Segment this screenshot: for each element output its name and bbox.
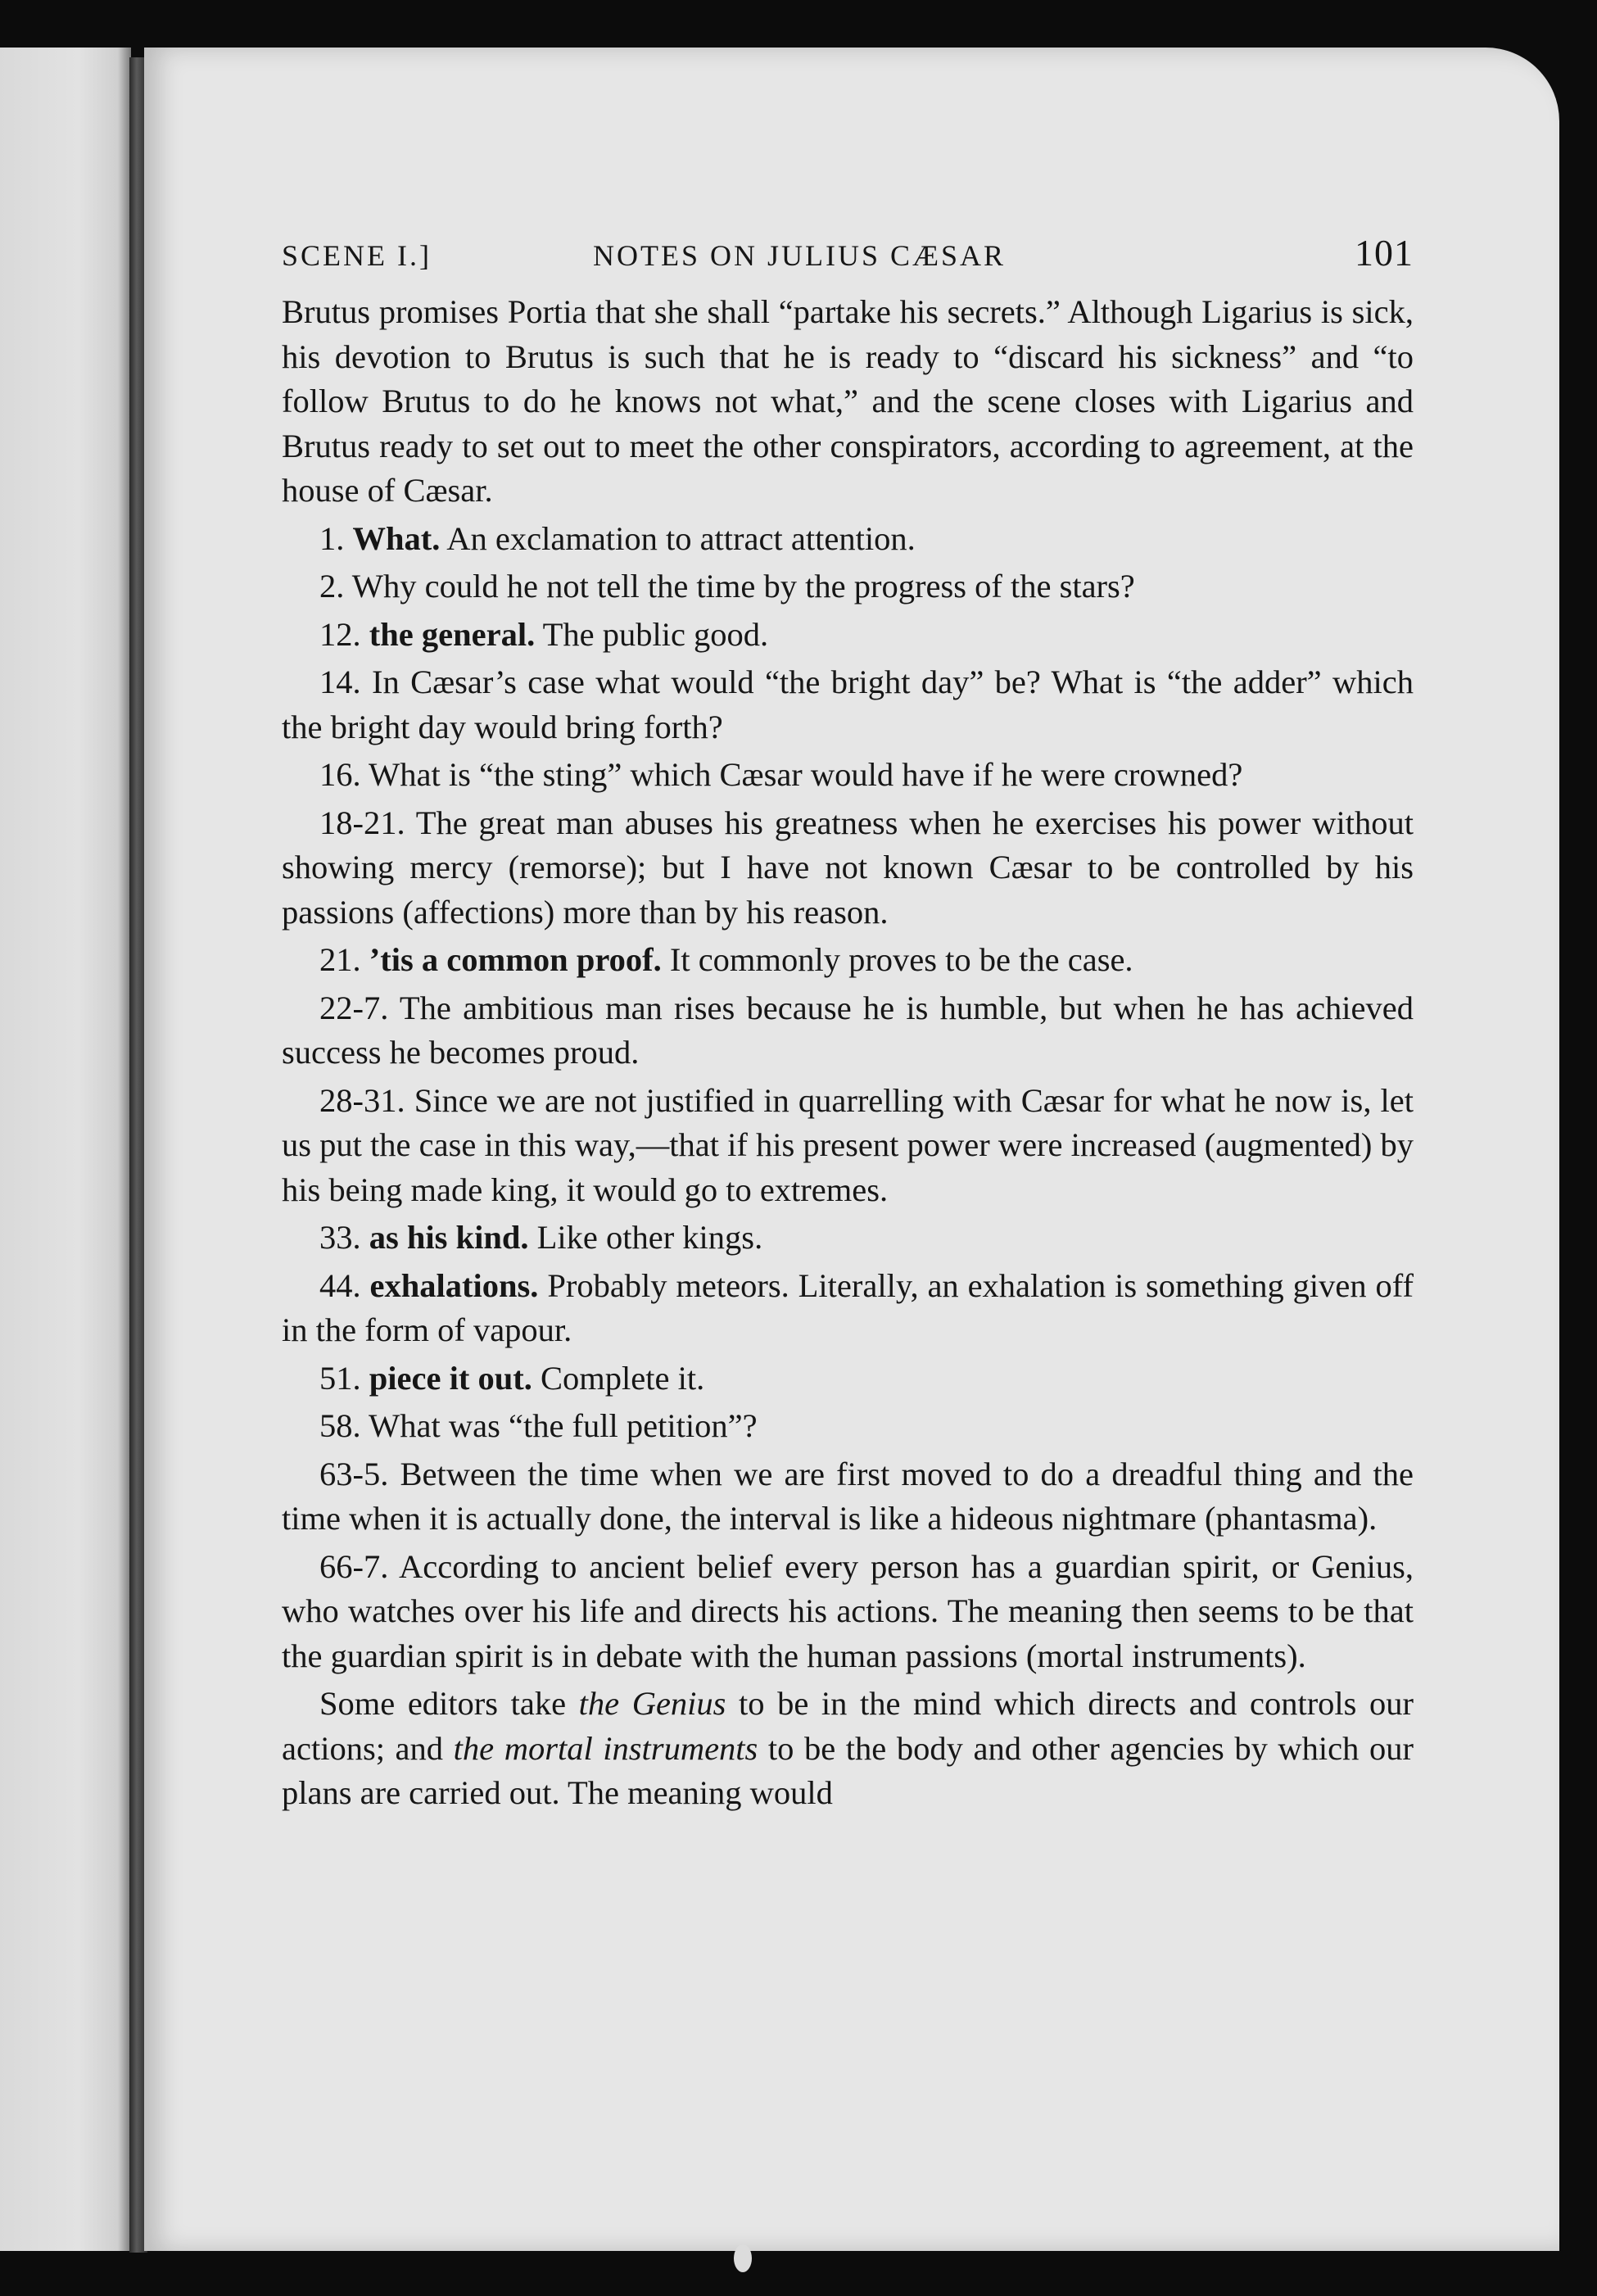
note-text: What was “the full petition”? <box>369 1407 758 1444</box>
note-item <box>282 1545 1414 1679</box>
intro-paragraph: Brutus promises Portia that she shall “partake his secrets.” Although Ligarius is sick, his devotion to Brutus is such that he is ready to “discard his sickness” and “to follow Brutus to do he knows not what,” and the scene closes with Ligarius and Brutus ready to set out to meet the other conspirators, according to agreement, at the house of Cæsar. <box>282 293 1414 509</box>
note-reference: What. <box>352 519 441 557</box>
note-line-number: 63-5. <box>319 1455 389 1492</box>
left-page-edge <box>0 48 131 2251</box>
note-text: Probably meteors. Literally, an exhalation is something given off in the form of vapour. <box>282 1266 1414 1348</box>
note-line-number: 66-7. <box>319 1547 389 1585</box>
note-line-number: 51. <box>319 1359 361 1397</box>
note-line-number: 14. <box>319 663 361 700</box>
running-title: NOTES ON JULIUS CÆSAR <box>593 239 1007 272</box>
note-line-number: 58. <box>319 1407 361 1444</box>
closing-text-3: to be the body and other agencies by which our plans are carried out. The meaning would <box>282 1729 1414 1811</box>
closing-emphasis-2: the mortal instruments <box>453 1729 758 1767</box>
note-item <box>282 564 1414 609</box>
note-item <box>282 660 1414 749</box>
note-line-number: 28-31. <box>319 1081 405 1119</box>
note-text: The great man abuses his greatness when he exercises his power without showing mercy (remorse); but I have not known Cæsar to be controlled by his passions (affections) more than by his reason. <box>282 804 1414 931</box>
note-item <box>282 517 1414 562</box>
note-text: In Cæsar’s case what would “the bright day” be? What is “the adder” which the bright day would bring forth? <box>282 663 1414 745</box>
note-reference: piece it out. <box>369 1359 532 1397</box>
note-text: Why could he not tell the time by the progress of the stars? <box>351 568 1135 605</box>
closing-paragraph <box>282 1682 1414 1816</box>
note-line-number: 2. <box>319 568 345 605</box>
page-number: 101 <box>1355 232 1414 274</box>
note-text: It commonly proves to be the case. <box>669 941 1133 978</box>
note-item <box>282 801 1414 935</box>
note-line-number: 22-7. <box>319 989 389 1026</box>
note-item <box>282 613 1414 658</box>
running-header <box>282 187 1414 274</box>
note-item <box>282 1356 1414 1402</box>
note-text: Between the time when we are first moved to do a dreadful thing and the time when it is actually done, the interval is like a hideous nightmare (phantasma). <box>282 1455 1414 1537</box>
note-item <box>282 938 1414 983</box>
note-item <box>282 1404 1414 1449</box>
note-text: According to ancient belief every person has a guardian spirit, or Genius, who watches over his life and directs his actions. The meaning then seems to be that the guardian spirit is in debate with the human passions (mortal instruments). <box>282 1547 1414 1674</box>
note-reference: as his kind. <box>369 1219 529 1256</box>
note-line-number: 18-21. <box>319 804 405 841</box>
note-line-number: 44. <box>319 1266 361 1304</box>
notes-list <box>282 517 1414 1679</box>
note-item <box>282 1216 1414 1261</box>
book-page <box>144 48 1559 2251</box>
note-item <box>282 1452 1414 1542</box>
note-text: Since we are not justified in quarrelling with Cæsar for what he now is, let us put the case in this way,—that if his present power were increased (augmented) by his being made king, it would go to extremes. <box>282 1081 1414 1208</box>
closing-text-1: Some editors take <box>319 1685 579 1722</box>
note-line-number: 12. <box>319 615 361 653</box>
body-text <box>282 290 1414 1816</box>
scan-artifact-mark <box>734 2244 752 2272</box>
note-reference: exhalations. <box>369 1266 539 1304</box>
note-item <box>282 1079 1414 1213</box>
note-text: Complete it. <box>540 1359 705 1397</box>
note-text: An exclamation to attract attention. <box>446 519 916 557</box>
note-reference: ’tis a common proof. <box>369 941 662 978</box>
scene-label: SCENE I.] <box>282 239 432 272</box>
note-item <box>282 1264 1414 1353</box>
note-line-number: 16. <box>319 756 361 793</box>
note-text: The public good. <box>542 615 769 653</box>
note-item <box>282 753 1414 798</box>
note-line-number: 21. <box>319 941 361 978</box>
note-line-number: 1. <box>319 519 345 557</box>
note-item <box>282 986 1414 1076</box>
note-reference: the general. <box>369 615 536 653</box>
note-text: What is “the sting” which Cæsar would have if he were crowned? <box>369 756 1243 793</box>
note-line-number: 33. <box>319 1219 361 1256</box>
closing-emphasis-1: the Genius <box>578 1685 726 1722</box>
note-text: The ambitious man rises because he is humble, but when he has achieved success he becomes proud. <box>282 989 1414 1071</box>
closing-text-2: to be in the mind which directs and controls our actions; and <box>282 1685 1414 1767</box>
page-content <box>282 187 1414 1816</box>
note-text: Like other kings. <box>536 1219 763 1256</box>
